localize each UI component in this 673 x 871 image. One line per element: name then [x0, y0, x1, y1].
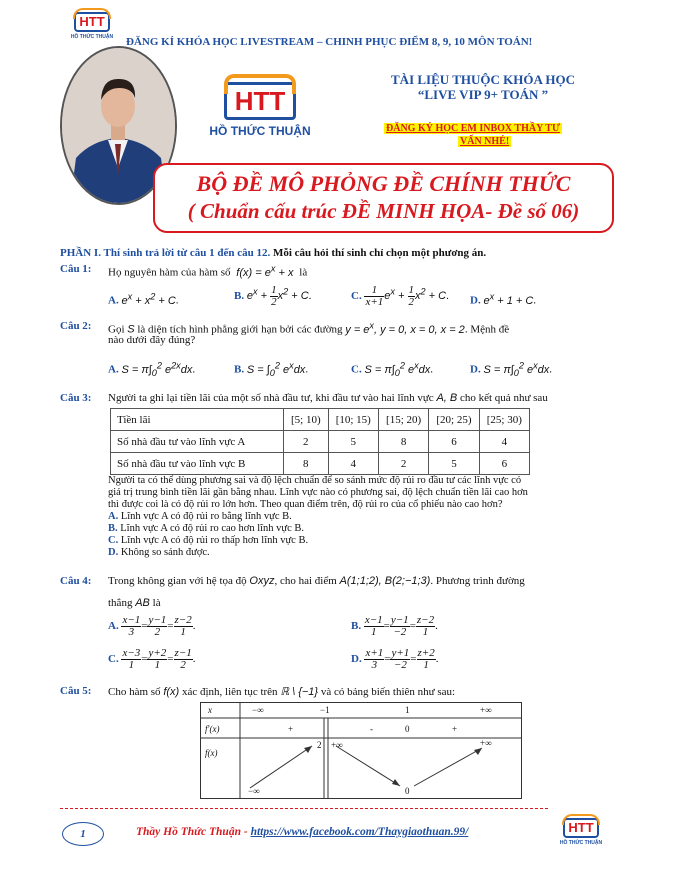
footer-divider	[60, 808, 548, 809]
vt-f-pos-inf1: +∞	[331, 740, 343, 750]
table-cell: 6	[479, 453, 529, 475]
q3-para2: giá trị trung bình tiền lãi gần bằng nhau. Lĩnh vực nào có phương sai, độ lệch chuẩn tiền lãi cao hơn	[108, 487, 528, 498]
inbox-line1: ĐĂNG KÝ HỌC EM INBOX THẦY TƯ	[386, 123, 560, 134]
vt-fprime-zero: 0	[405, 724, 410, 734]
table-cell: [10; 15)	[328, 409, 378, 431]
part1-heading	[60, 247, 486, 259]
vt-x-1: 1	[405, 705, 410, 715]
logo-caption-footer: HỒ THỨC THUẬN	[559, 840, 603, 846]
q3-option-d[interactable]: D. Không so sánh được.	[108, 547, 210, 558]
q5-domain: ℝ \ {−1}	[280, 686, 319, 698]
brand-logo-small	[62, 12, 122, 40]
vt-f-pos-inf2: +∞	[480, 738, 492, 748]
table-cell: 4	[479, 431, 529, 453]
q3-b-text: Lĩnh vực A có độ rủi ro cao hơn lĩnh vực B.	[120, 523, 305, 534]
q5-text: Cho hàm số	[108, 686, 161, 698]
q4-label: Câu 4:	[60, 575, 92, 587]
q2-text: Gọi	[108, 323, 125, 336]
q4-points: A(1;1;2), B(2;−1;3)	[339, 575, 431, 587]
q4-ab: AB	[135, 597, 150, 609]
material-line1: TÀI LIỆU THUỘC KHÓA HỌC	[391, 72, 575, 87]
q3-ab: A, B	[436, 392, 458, 404]
q1-option-d[interactable]: D. $e^x + 1 + C$.	[470, 291, 537, 307]
q4-text4: thẳng	[108, 597, 133, 609]
vt-sign-plus2: +	[452, 724, 458, 734]
table-cell: 4	[328, 453, 378, 475]
q4-option-a[interactable]: A. $\frac{x-1}{3}$ = $\frac{y-1}{2}$ = $\frac{z-2}{1}$ .	[108, 614, 196, 638]
vt-f-2: 2	[317, 740, 322, 750]
table-cell: 2	[378, 453, 428, 475]
q3-d-text: Không so sánh được.	[120, 547, 210, 558]
table-cell: [15; 20)	[378, 409, 428, 431]
variation-table	[200, 702, 522, 799]
q4-text5: là	[152, 597, 161, 609]
logo-text: HTT	[79, 14, 105, 29]
inbox-line2: VẤN NHÉ!	[460, 136, 510, 147]
table-cell: 8	[378, 431, 428, 453]
q3-option-a[interactable]: A. Lĩnh vực A có độ rủi ro bằng lĩnh vực B.	[108, 511, 292, 522]
q5-fx: f(x)	[163, 686, 180, 698]
q3-option-b[interactable]: B. Lĩnh vực A có độ rủi ro cao hơn lĩnh vực B.	[108, 523, 305, 534]
title-line2: ( Chuẩn cấu trúc ĐỀ MINH HỌA- Đề số 06)	[187, 199, 580, 223]
q3-tail: cho kết quả như sau	[459, 392, 548, 404]
q2-option-a[interactable]: A. $S = \pi\int_0^2$ $e^{2x}dx$.	[108, 360, 196, 378]
vt-x-label: x	[208, 705, 212, 715]
q2-text3: . Mệnh đề	[464, 323, 510, 336]
q5-label: Câu 5:	[60, 685, 92, 697]
q2-text2: là diện tích hình phẳng giới hạn bởi các đường	[137, 323, 343, 336]
page-number-cloud	[62, 822, 104, 846]
q1-tail: là	[299, 266, 308, 279]
q2-stem2: nào dưới đây đúng?	[108, 334, 196, 346]
q4-option-c[interactable]: C. $\frac{x-3}{1}$ = $\frac{y+2}{1}$ = $\frac{z-1}{2}$ .	[108, 647, 196, 671]
banner-label: ĐĂNG KÍ KHÓA HỌC LIVESTREAM – CHINH PHỤC ĐIỂM 8, 9, 10 MÔN TOÁN!	[126, 36, 533, 48]
q4-stem	[108, 575, 525, 587]
q2-label: Câu 2:	[60, 320, 92, 332]
q3-a-text: Lĩnh vực A có độ rủi ro bằng lĩnh vực B.	[120, 511, 292, 522]
table-row	[111, 453, 530, 475]
vt-f-label: f(x)	[205, 748, 218, 758]
table-cell: [20; 25)	[429, 409, 479, 431]
logo-caption-large: HỒ THỨC THUẬN	[209, 124, 311, 138]
vt-fprime-label: f′(x)	[205, 724, 220, 734]
logo-text-footer: HTT	[568, 820, 594, 835]
logo-caption: HỒ THỨC THUẬN	[70, 34, 114, 40]
footer-author: Thầy Hồ Thức Thuận	[136, 826, 241, 838]
vt-x-minus1: −1	[320, 705, 330, 715]
q3-para1: Người ta có thể dùng phương sai và độ lệch chuẩn để so sánh mức độ rủi ro đầu tư các lĩnh vực có	[108, 475, 522, 486]
q4-text: Trong không gian với hệ tọa độ	[108, 575, 247, 587]
page-number: 1	[80, 828, 86, 840]
logo-text-large: HTT	[234, 86, 286, 116]
q1-option-c[interactable]: C. $\frac{1}{x+1}$ $e^x$ + $\frac{1}{2}$ $x^2 + C$.	[351, 284, 449, 308]
part1-head: PHẦN I. Thí sinh trả lời từ câu 1 đến câu 12.	[60, 247, 271, 259]
part1-tail: Mỗi câu hỏi thí sinh chỉ chọn một phương án.	[272, 247, 487, 259]
footer-sep: -	[240, 826, 251, 838]
brand-logo-footer	[553, 818, 609, 846]
q4-option-b[interactable]: B. $\frac{x-1}{1}$ = $\frac{y-1}{-2}$ = $\frac{z-2}{1}$ .	[351, 614, 438, 638]
table-cell: 2	[284, 431, 329, 453]
q5-stem	[108, 685, 455, 698]
table-cell: Số nhà đầu tư vào lĩnh vực A	[111, 431, 284, 453]
q4-oxyz: Oxyz	[249, 575, 275, 587]
vt-sign-plus1: +	[288, 724, 294, 734]
q3-para3: thì được coi là có độ rủi ro lớn hơn. Theo quan điểm trên, độ rủi ro của cổ phiếu nào cao hơn?	[108, 499, 503, 510]
table-cell: Số nhà đầu tư vào lĩnh vực B	[111, 453, 284, 475]
q2-option-d[interactable]: D. $S = \pi\int_0^2$ $e^xdx$.	[470, 360, 553, 378]
q3-label: Câu 3:	[60, 392, 92, 404]
vt-f-neg-inf: −∞	[248, 786, 260, 796]
table-cell: 5	[328, 431, 378, 453]
material-line2: “LIVE VIP 9+ TOÁN ”	[417, 87, 549, 102]
table-cell: 6	[429, 431, 479, 453]
vt-f-0: 0	[405, 786, 410, 796]
q1-math: $f(x) = e^x + x$	[233, 263, 297, 279]
q1-option-a[interactable]: A. $e^x + x^2 + C$.	[108, 291, 179, 307]
table-cell: [5; 10)	[284, 409, 329, 431]
q3-option-c[interactable]: C. Lĩnh vực A có độ rủi ro thấp hơn lĩnh vực B.	[108, 535, 309, 546]
q2-option-b[interactable]: B. $S = \int_0^2$ $e^xdx$.	[234, 360, 309, 378]
table-cell: 8	[284, 453, 329, 475]
q1-stem	[108, 263, 307, 279]
q4-option-d[interactable]: D. $\frac{x+1}{3}$ = $\frac{y+1}{-2}$ = $\frac{z+2}{1}$ .	[351, 647, 439, 671]
table-row	[111, 431, 530, 453]
q2-math: $y = e^x$, y = 0, x = 0, x = 2	[345, 320, 465, 336]
q3-table	[110, 408, 530, 475]
q5-text3: và có bảng biến thiên như sau:	[320, 686, 456, 698]
vt-x-pos-inf: +∞	[480, 705, 492, 715]
brand-logo-large	[196, 82, 324, 138]
table-cell: [25; 30)	[479, 409, 529, 431]
q4-stem2	[108, 597, 161, 609]
exam-title-box	[153, 163, 614, 233]
q3-stem	[108, 392, 548, 404]
q3-text: Người ta ghi lại tiền lãi của một số nhà đầu tư, khi đầu tư vào hai lĩnh vực	[108, 392, 434, 404]
footer-credit	[136, 826, 468, 838]
q2-option-c[interactable]: C. $S = \pi\int_0^2$ $e^xdx$.	[351, 360, 434, 378]
q3-c-text: Lĩnh vực A có độ rủi ro thấp hơn lĩnh vực B.	[120, 535, 309, 546]
title-line1: BỘ ĐỀ MÔ PHỎNG ĐỀ CHÍNH THỨC	[196, 171, 571, 196]
vt-sign-minus: -	[370, 724, 373, 734]
q4-text2: , cho hai điểm	[274, 575, 337, 587]
q2-s: S	[127, 323, 135, 336]
banner-text	[126, 36, 532, 48]
q1-text: Họ nguyên hàm của hàm số	[108, 266, 231, 279]
table-row	[111, 409, 530, 431]
footer-link[interactable]: https://www.facebook.com/Thaygiaothuan.99/	[250, 826, 469, 838]
q1-option-b[interactable]: B. $e^x$ + $\frac{1}{2}$ $x^2 + C$.	[234, 284, 312, 308]
q4-text3: . Phương trình đường	[430, 575, 525, 587]
vt-x-neg-inf: −∞	[252, 705, 264, 715]
table-cell: Tiền lãi	[111, 409, 284, 431]
q1-label: Câu 1:	[60, 263, 92, 275]
table-cell: 5	[429, 453, 479, 475]
q5-text2: xác định, liên tục trên	[181, 686, 278, 698]
